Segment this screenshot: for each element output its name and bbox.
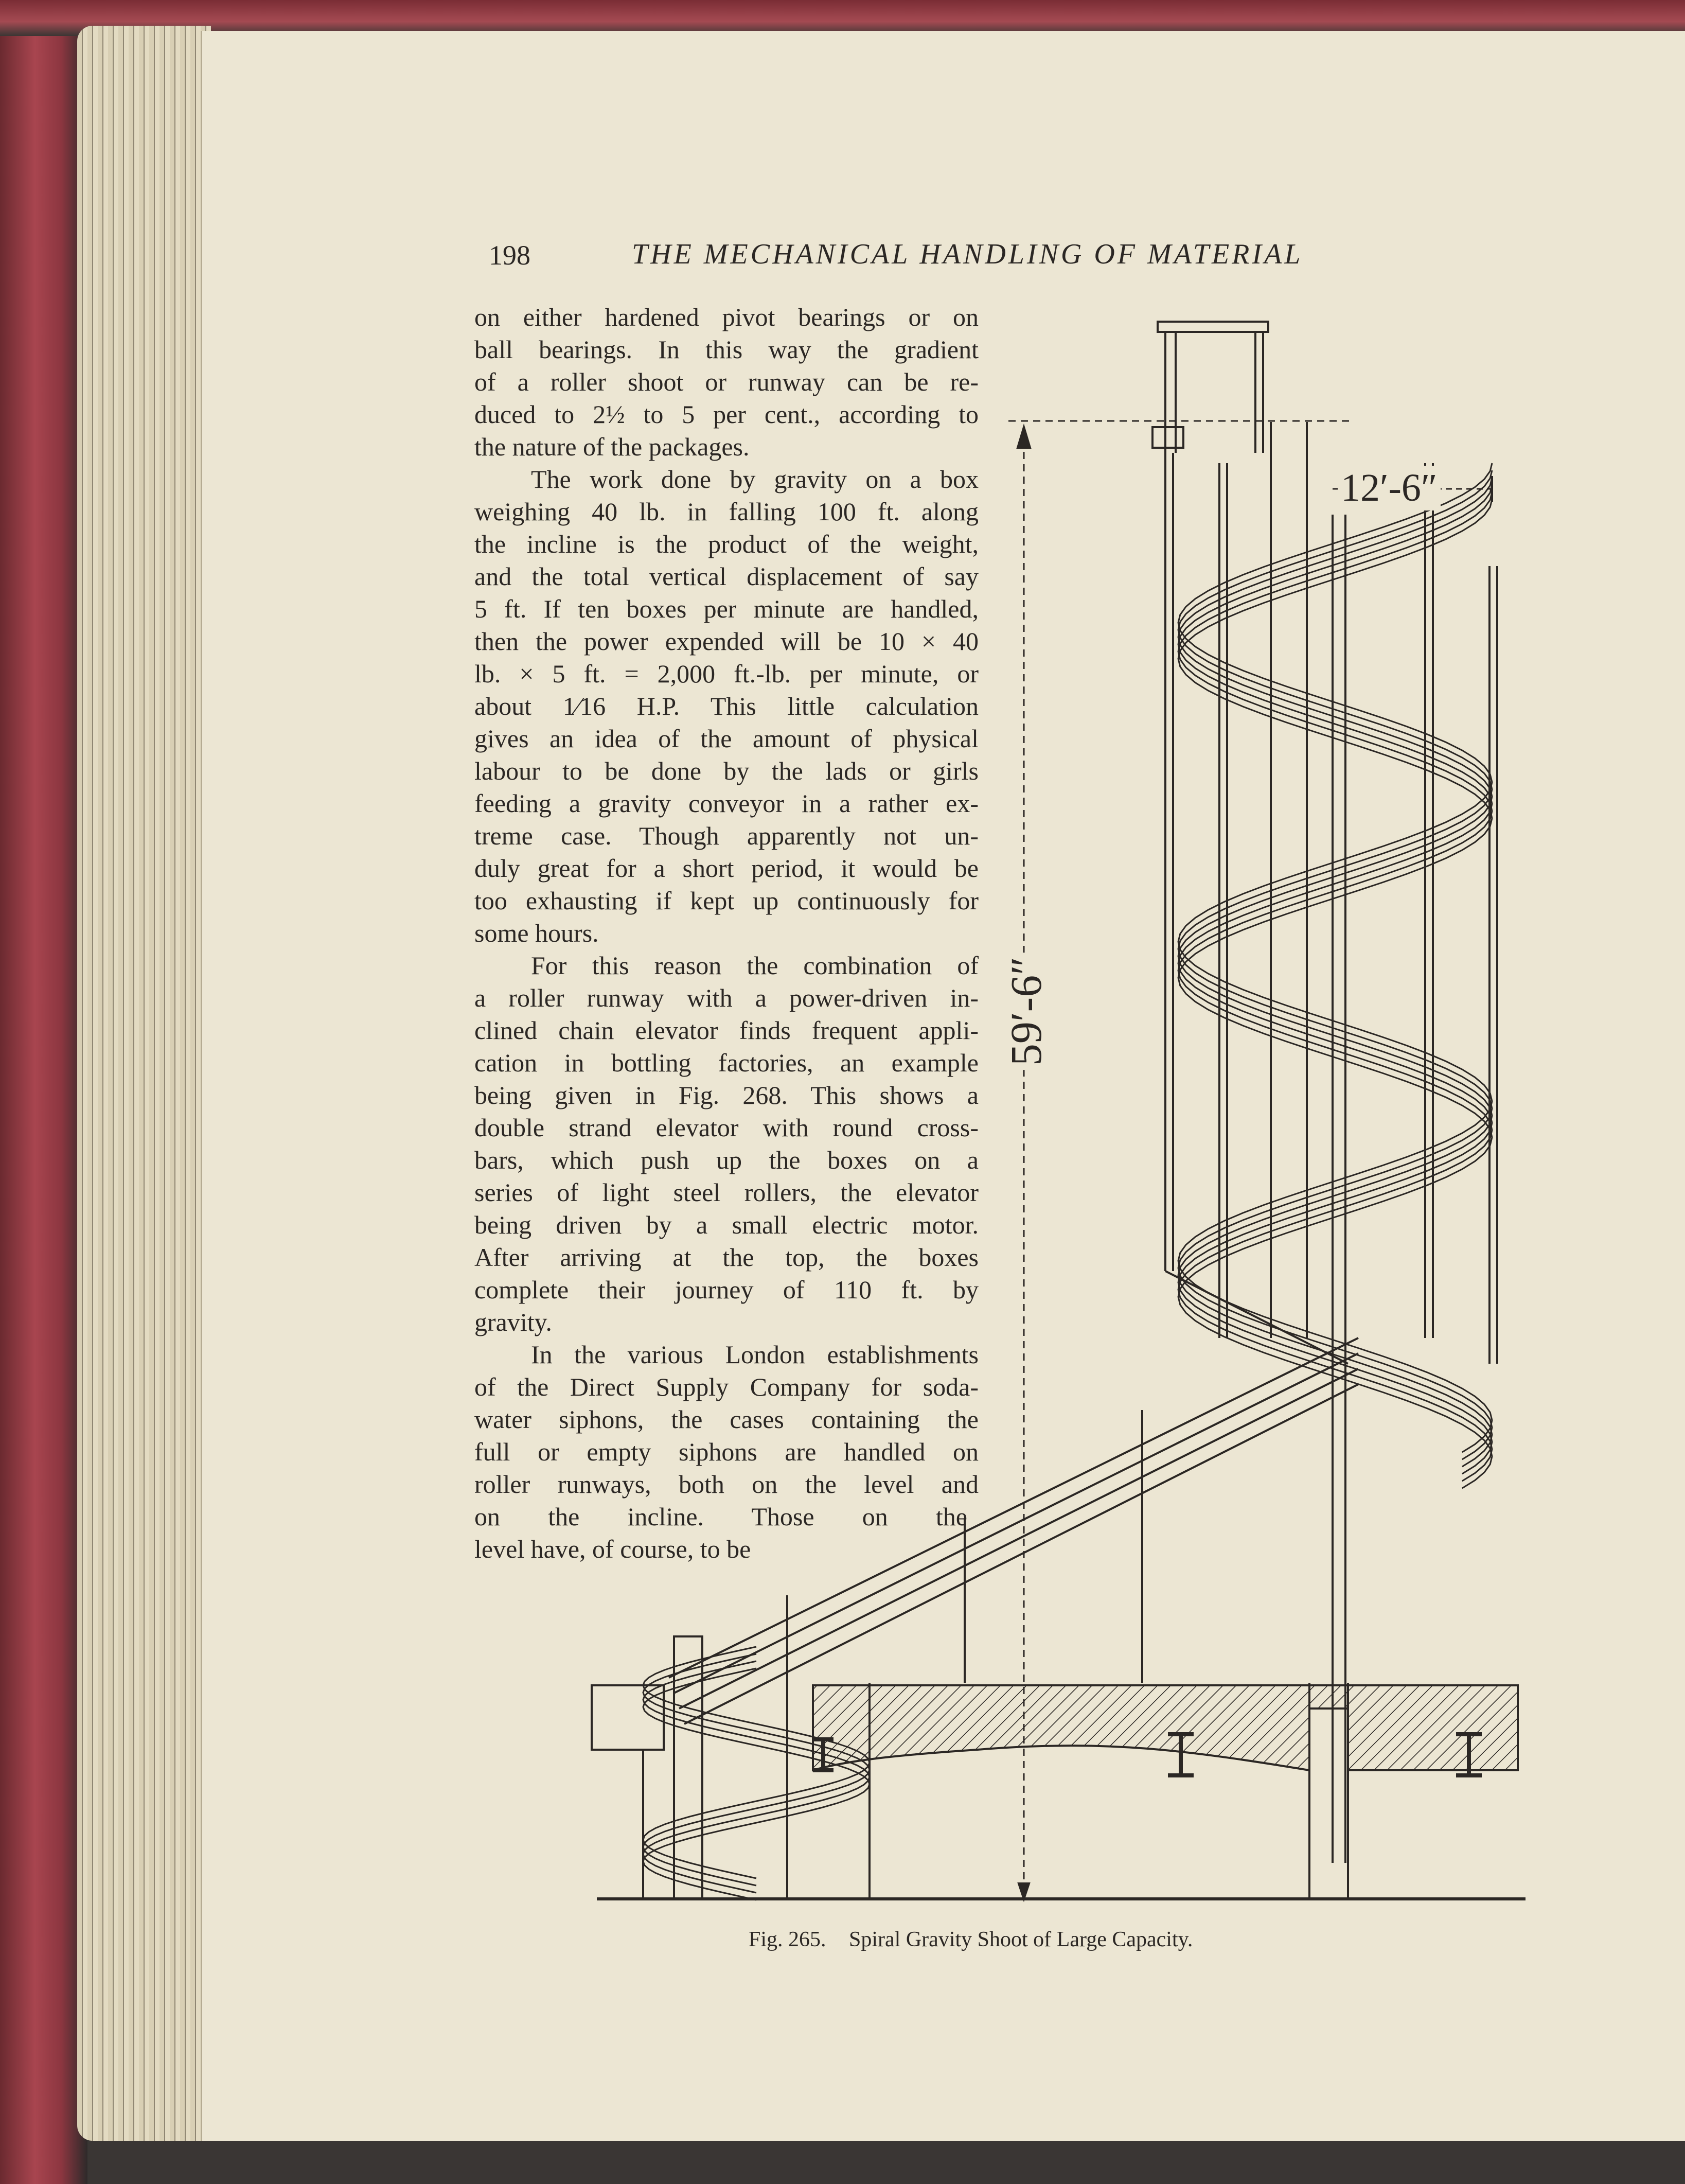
text-line: After arriving at the top, the boxes xyxy=(474,1243,979,1272)
text-line: the incline is the product of the weight, xyxy=(474,530,979,558)
text-line: and the total vertical displacement of say xyxy=(474,562,979,591)
text-line: of a roller shoot or runway can be re- xyxy=(474,367,979,396)
text-line: gives an idea of the amount of physical xyxy=(474,724,979,753)
text-line: clined chain elevator finds frequent appli- xyxy=(474,1016,979,1045)
text-line: complete their journey of 110 ft. by xyxy=(474,1275,979,1304)
text-line: ball bearings. In this way the gradient xyxy=(474,335,979,364)
text-line: level have, of course, to be xyxy=(474,1535,751,1563)
helix-strand xyxy=(1178,478,1492,1467)
figure-caption xyxy=(749,1927,1193,1952)
text-line: For this reason the combination of xyxy=(531,951,979,980)
text-line: being driven by a small electric motor. xyxy=(474,1210,979,1239)
text-line: some hours. xyxy=(474,919,599,947)
text-line: roller runways, both on the level and xyxy=(474,1470,979,1499)
page-number: 198 xyxy=(489,240,530,271)
figure-caption-text: Spiral Gravity Shoot of Large Capacity. xyxy=(849,1928,1193,1951)
text-line: on the incline. Those on the xyxy=(474,1502,967,1531)
text-line: 5 ft. If ten boxes per minute are handled, xyxy=(474,594,979,623)
text-line: of the Direct Supply Company for soda- xyxy=(474,1372,979,1401)
text-line: then the power expended will be 10 × 40 xyxy=(474,627,979,656)
text-line: In the various London establishments xyxy=(531,1340,979,1369)
text-line: weighing 40 lb. in falling 100 ft. along xyxy=(474,497,979,526)
figure-number: Fig. 265. xyxy=(749,1928,826,1951)
text-line: double strand elevator with round cross- xyxy=(474,1113,979,1142)
text-line: cation in bottling factories, an example xyxy=(474,1048,979,1077)
running-title: THE MECHANICAL HANDLING OF MATERIAL xyxy=(632,238,1303,270)
text-line: the nature of the packages. xyxy=(474,432,750,461)
height-dimension-label: 59′-6″ xyxy=(1000,953,1052,1070)
text-line: bars, which push up the boxes on a xyxy=(474,1146,979,1174)
width-dimension-label: 12′-6″ xyxy=(1338,466,1441,510)
text-line: about 1⁄16 H.P. This little calculation xyxy=(474,692,979,720)
text-line: series of light steel rollers, the elevator xyxy=(474,1178,979,1207)
text-line: feeding a gravity conveyor in a rather ex- xyxy=(474,789,979,818)
text-line: full or empty siphons are handled on xyxy=(474,1437,979,1466)
helix-strand xyxy=(1178,485,1492,1474)
text-line: duced to 2½ to 5 per cent., according to xyxy=(474,400,979,429)
text-line: The work done by gravity on a box xyxy=(531,465,979,494)
text-line: a roller runway with a power-driven in- xyxy=(474,983,979,1012)
text-line: water siphons, the cases containing the xyxy=(474,1405,979,1434)
text-line: treme case. Though apparently not un- xyxy=(474,821,979,850)
helix-strand xyxy=(1178,492,1492,1481)
text-line: on either hardened pivot bearings or on xyxy=(474,303,979,331)
text-line: labour to be done by the lads or girls xyxy=(474,756,979,785)
text-line: lb. × 5 ft. = 2,000 ft.-lb. per minute, or xyxy=(474,659,979,688)
text-line: being given in Fig. 268. This shows a xyxy=(474,1081,979,1109)
text-line: gravity. xyxy=(474,1308,552,1336)
text-line: duly great for a short period, it would be xyxy=(474,854,979,883)
text-line: too exhausting if kept up continuously for xyxy=(474,886,979,915)
